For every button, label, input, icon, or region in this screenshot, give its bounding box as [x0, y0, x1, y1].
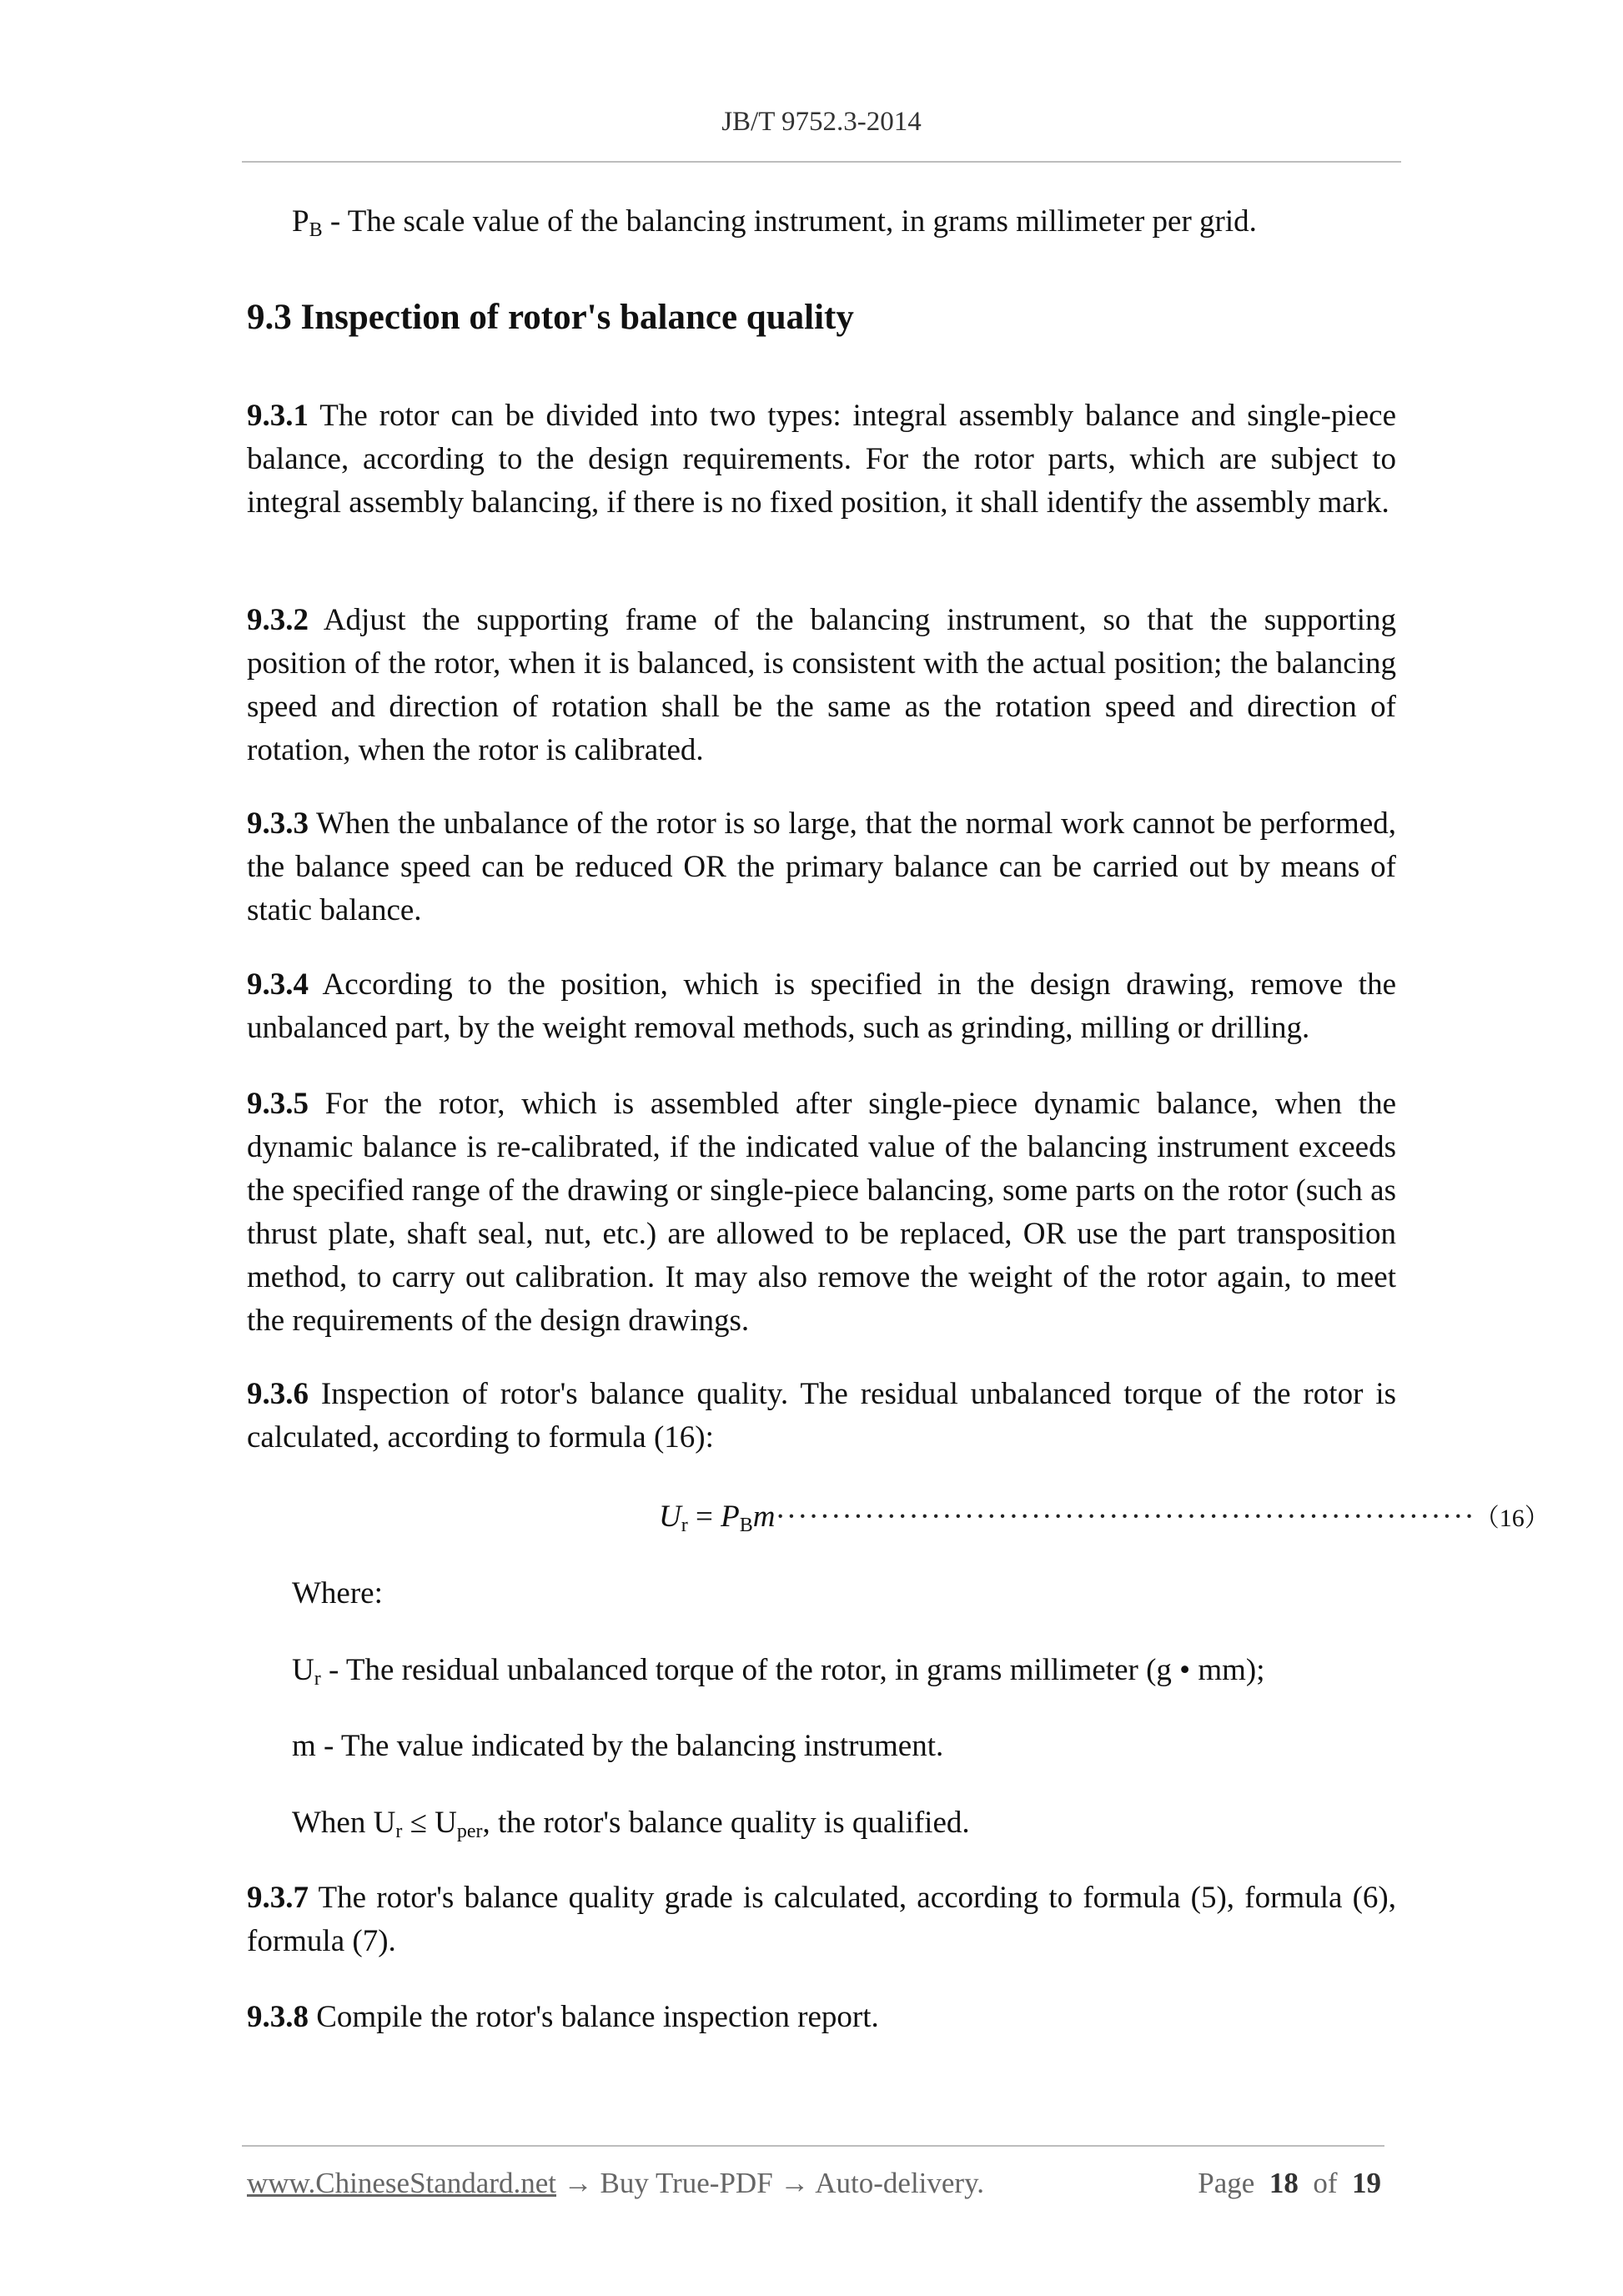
clause-number: 9.3.7 [247, 1881, 309, 1915]
page-footer [247, 2167, 1381, 2208]
clause-text: According to the position, which is specified in the design drawing, remove the unbalanced part, by the weight removal methods, such as grinding, milling or drilling. [247, 967, 1396, 1045]
ur-subscript: r [395, 1821, 403, 1842]
formula-lhs: U [659, 1500, 681, 1534]
clause-9-3-1 [247, 394, 1396, 525]
clause-text: Compile the rotor's balance inspection report. [309, 2000, 879, 2034]
footer-links [247, 2167, 984, 2200]
auto-delivery-text: Auto-delivery. [815, 2167, 985, 2199]
condition-suffix: , the rotor's balance quality is qualified. [482, 1806, 970, 1840]
where-label: Where: [292, 1576, 383, 1610]
condition-prefix: When U [292, 1806, 396, 1840]
clause-number: 9.3.6 [247, 1377, 309, 1411]
clause-number: 9.3.4 [247, 967, 309, 1002]
clause-9-3-8 [247, 1996, 1396, 2039]
condition-operator: ≤ U [402, 1806, 457, 1840]
clause-9-3-4 [247, 963, 1396, 1050]
uper-subscript: per [456, 1821, 483, 1842]
website-link[interactable]: www.ChineseStandard.net [247, 2167, 556, 2199]
page-indicator [1198, 2167, 1381, 2200]
formula-equals: = [687, 1500, 721, 1534]
pb-symbol-subscript: B [309, 219, 323, 241]
clause-9-3-7 [247, 1876, 1396, 1963]
clause-text: The rotor can be divided into two types: integral assembly balance and single-piece balance, according to the design requirements. For the rotor parts, which are subject to integral assembly balancing, if there is no fixed position, it shall identify the assembly mark. [247, 399, 1396, 520]
pb-definition [292, 200, 1396, 244]
total-pages-number: 19 [1352, 2167, 1381, 2199]
formula-rhs: P [721, 1500, 740, 1534]
clause-number: 9.3.5 [247, 1087, 309, 1121]
document-code-header: JB/T 9752.3-2014 [721, 107, 922, 137]
footer-divider [242, 2145, 1384, 2147]
clause-number: 9.3.3 [247, 806, 309, 841]
pb-symbol: P [292, 204, 309, 239]
clause-number: 9.3.8 [247, 2000, 309, 2034]
header-divider [242, 161, 1401, 163]
current-page-number: 18 [1269, 2167, 1299, 2199]
section-title: 9.3 Inspection of rotor's balance quality [247, 298, 854, 337]
clause-number: 9.3.1 [247, 399, 309, 433]
ur-definition [292, 1649, 1396, 1692]
qualification-condition [292, 1801, 1396, 1845]
buy-pdf-text: Buy True-PDF [600, 2167, 773, 2199]
formula-rhs-subscript: B [739, 1515, 753, 1536]
formula-rhs-variable: m [752, 1500, 776, 1534]
formula-number: （16） [1486, 1505, 1550, 1532]
m-definition: m - The value indicated by the balancing instrument. [292, 1729, 944, 1763]
ur-definition-text: - The residual unbalanced torque of the rotor, in grams millimeter (g • mm); [320, 1653, 1265, 1687]
formula-lhs-subscript: r [681, 1515, 688, 1536]
clause-text: The rotor's balance quality grade is calculated, according to formula (5), formula (6), formula (7). [247, 1881, 1396, 1958]
clause-9-3-3 [247, 802, 1396, 932]
arrow-icon: → [556, 2167, 600, 2199]
of-label: of [1313, 2167, 1338, 2199]
clause-text: Inspection of rotor's balance quality. The residual unbalanced torque of the rotor is calculated, according to formula (16): [247, 1377, 1396, 1454]
ur-symbol: U [292, 1653, 314, 1687]
clause-number: 9.3.2 [247, 603, 309, 637]
clause-9-3-6 [247, 1373, 1396, 1459]
clause-9-3-2 [247, 599, 1396, 772]
page-label: Page [1198, 2167, 1255, 2199]
formula-leader-dots: ······························································· [775, 1500, 1475, 1534]
ur-subscript: r [314, 1668, 321, 1690]
clause-9-3-5 [247, 1083, 1396, 1343]
clause-text: For the rotor, which is assembled after single-piece dynamic balance, when the dynamic balance is re-calibrated, if the indicated value of the balancing instrument exceeds the specified range of the drawing or single-piece balancing, some parts on the rotor (such as thrust plate, shaft seal, nut, etc.) are allowed to be replaced, OR use the part transposition method, to carry out calibration. It may also remove the weight of the rotor again, to meet the requirements of the design drawings. [247, 1087, 1396, 1338]
clause-text: Adjust the supporting frame of the balancing instrument, so that the supporting position of the rotor, when it is balanced, is consistent with the actual position; the balancing speed and direction of rotation shall be the same as the rotation speed and direction of rotation, when the rotor is calibrated. [247, 603, 1396, 767]
clause-text: When the unbalance of the rotor is so large, that the normal work cannot be performed, the balance speed can be reduced OR the primary balance can be carried out by means of static balance. [247, 806, 1396, 927]
pb-definition-text: - The scale value of the balancing instrument, in grams millimeter per grid. [322, 204, 1257, 239]
formula-16 [659, 1497, 1550, 1547]
arrow-icon: → [772, 2167, 816, 2199]
